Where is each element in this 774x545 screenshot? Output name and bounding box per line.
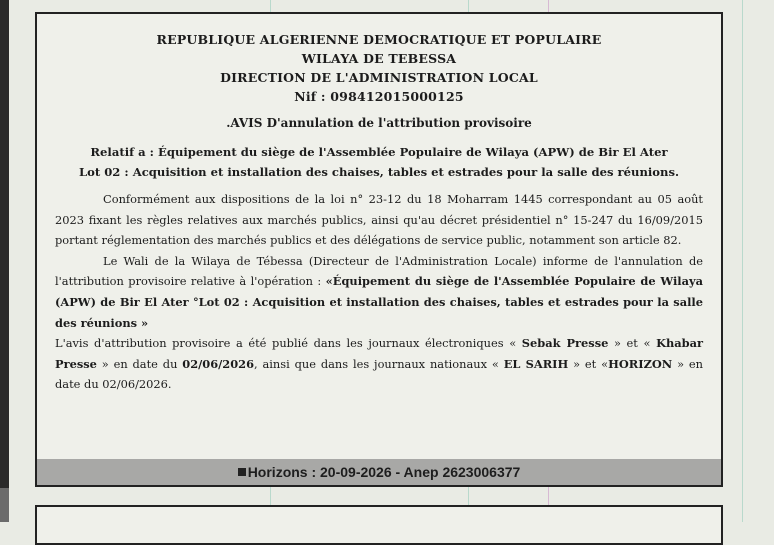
p3-text: L'avis d'attribution provisoire a été publié dans les journaux électroniques « (55, 336, 522, 351)
relatif-line-2: Lot 02 : Acquisition et installation des chaises, tables et estrades pour la salle des réunions. (78, 165, 680, 179)
header-republic: REPUBLIQUE ALGERIENNE DEMOCRATIQUE ET POPULAIRE (156, 32, 602, 47)
p3-text: » et « (608, 336, 657, 351)
paragraph-2-operation: «Équipement du siège de l'Assemblée Populaire de Wilaya (APW) de Bir El Ater °Lot 02 : Acquisition et installation des chaises, tables et estrades pour la salle des réunions » (55, 274, 703, 330)
body-paragraph-1: Conformément aux dispositions de la loi n° 23-12 du 18 Moharram 1445 correspondant au 05 août 2023 fixant les règles relatives aux marchés publics, ainsi qu'au décret présidentiel n° 15-247 du 16/09/2015 portant réglementation des marchés publics et des délégations de service public, notamment son article 82. (55, 192, 703, 248)
p3-text: » et « (568, 356, 609, 371)
paragraph-2-intro: Le Wali de la Wilaya de Tébessa (Directeur de l'Administration Locale) informe de l'annulation de l'attribution provisoire relative à l'opération : (55, 253, 703, 289)
page-left-edge (0, 0, 9, 522)
relatif-block (37, 142, 721, 182)
notice-header (37, 30, 721, 106)
p3-text: , ainsi que dans les journaux nationaux « (254, 356, 504, 371)
body-paragraph-3 (55, 333, 703, 395)
next-notice-box (35, 505, 723, 545)
journal-khabar: Khabar Presse (55, 336, 704, 371)
journal-sebak: Sebak Presse (521, 336, 609, 351)
journal-horizon: HORIZON (608, 356, 673, 371)
header-direction: DIRECTION DE L'ADMINISTRATION LOCAL (220, 70, 538, 85)
footer-text: Horizons : 20-09-2026 - Anep 2623006377 (247, 464, 521, 480)
notice-body (37, 189, 721, 395)
square-bullet-icon (238, 468, 246, 476)
header-nif: Nif : 098412015000125 (294, 89, 464, 104)
body-paragraph-2 (55, 251, 703, 333)
relatif-line-1: Relatif a : Équipement du siège de l'Assemblée Populaire de Wilaya (APW) de Bir El Ater (90, 145, 668, 159)
publication-date: 02/06/2026 (182, 356, 254, 371)
journal-el-sarih: EL SARIH (503, 356, 569, 371)
header-wilaya: WILAYA DE TEBESSA (301, 51, 457, 66)
avis-title: .AVIS D'annulation de l'attribution provisoire (226, 116, 532, 130)
footer-bar (37, 459, 721, 485)
p3-text: » en date du (96, 356, 183, 371)
p3-text: » en date du 02/06/2026. (55, 356, 703, 392)
guide-line (742, 0, 743, 522)
page-left-edge-lower (0, 488, 9, 522)
notice-box (35, 12, 723, 487)
